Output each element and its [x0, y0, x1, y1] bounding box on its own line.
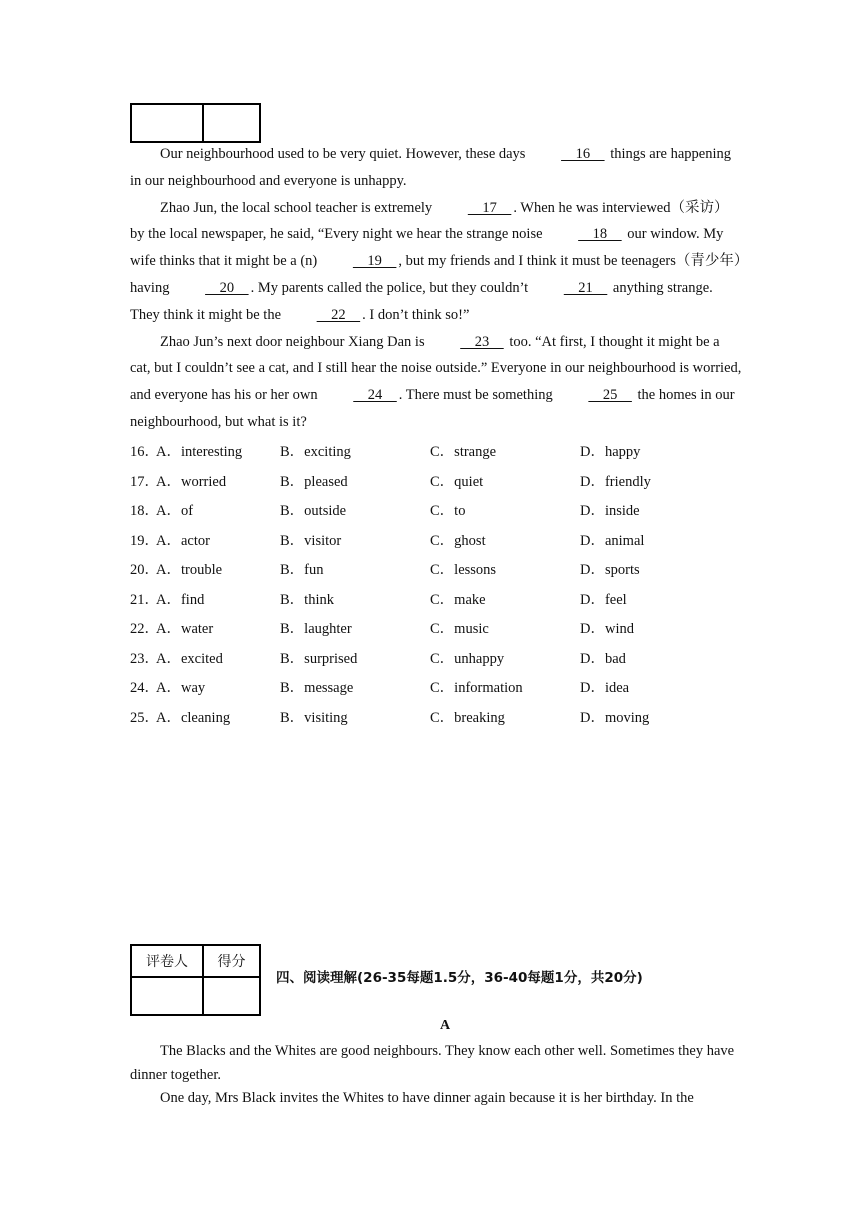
- option-d: D．happy: [580, 444, 641, 461]
- option-c: C．make: [430, 591, 486, 608]
- question-row: [130, 702, 651, 732]
- option-d: D．moving: [580, 709, 650, 726]
- option-a: A．actor: [156, 532, 210, 549]
- question-row: [130, 643, 651, 673]
- option-c: C．information: [430, 680, 523, 697]
- cloze-passage: [130, 141, 742, 436]
- blank-17: 17: [467, 199, 512, 216]
- option-b: B．visitor: [280, 532, 342, 549]
- question-row: [130, 554, 651, 584]
- option-d: D．feel: [580, 591, 627, 608]
- option-a: A．interesting: [156, 444, 243, 461]
- option-b: B．outside: [280, 503, 347, 520]
- reading-passage-a: [130, 1040, 742, 1111]
- option-c: C．quiet: [430, 473, 484, 490]
- option-d: D．animal: [580, 532, 645, 549]
- option-c: C．to: [430, 503, 466, 520]
- question-number: 21．: [130, 591, 159, 608]
- option-b: B．visiting: [280, 709, 348, 726]
- option-a: A．find: [156, 591, 205, 608]
- question-row: [130, 495, 651, 525]
- blank-20: 20: [205, 279, 249, 296]
- question-row: [130, 466, 651, 496]
- score-label: 得分: [203, 945, 260, 977]
- option-b: B．laughter: [280, 621, 352, 638]
- grader-label: 评卷人: [131, 945, 203, 977]
- score-box-top: [130, 103, 261, 143]
- option-b: B．pleased: [280, 473, 348, 490]
- question-number: 24．: [130, 680, 159, 697]
- section-heading: 四、阅读理解(26-35每题1.5分，36-40每题1分，共20分): [276, 970, 643, 986]
- question-number: 20．: [130, 562, 159, 579]
- blank-25: 25: [588, 387, 632, 404]
- option-d: D．friendly: [580, 473, 651, 490]
- blank-21: 21: [563, 279, 608, 296]
- blank-18: 18: [578, 226, 622, 243]
- option-b: B．surprised: [280, 650, 358, 667]
- option-d: D．sports: [580, 562, 640, 579]
- question-number: 18．: [130, 503, 159, 520]
- score-box-section4: [130, 944, 261, 1016]
- option-a: A．worried: [156, 473, 227, 490]
- question-number: 19．: [130, 532, 159, 549]
- question-row: [130, 672, 651, 702]
- cloze-paragraph: Our neighbourhood used to be very quiet. However, these days 16 things are happening in our neighbourhood and everyone is unhappy.: [130, 141, 742, 195]
- score-cell: [131, 104, 203, 142]
- option-c: C．breaking: [430, 709, 505, 726]
- option-c: C．music: [430, 621, 489, 638]
- option-c: C．unhappy: [430, 650, 505, 667]
- answer-options: [130, 436, 651, 731]
- option-b: B．think: [280, 591, 334, 608]
- question-row: [130, 613, 651, 643]
- question-row: [130, 525, 651, 555]
- option-a: A．of: [156, 503, 194, 520]
- reading-paragraph: One day, Mrs Black invites the Whites to have dinner again because it is her birthday. In the: [160, 1090, 694, 1106]
- blank-19: 19: [352, 253, 397, 270]
- option-c: C．ghost: [430, 532, 486, 549]
- option-a: A．way: [156, 680, 206, 697]
- option-b: B．message: [280, 680, 354, 697]
- option-b: B．fun: [280, 562, 324, 579]
- part-title: A: [439, 1018, 451, 1033]
- option-b: B．exciting: [280, 444, 351, 461]
- option-a: A．trouble: [156, 562, 223, 579]
- option-d: D．inside: [580, 503, 640, 520]
- blank-24: 24: [353, 387, 397, 404]
- score-cell: [203, 977, 260, 1015]
- question-number: 17．: [130, 473, 159, 490]
- blank-16: 16: [561, 146, 605, 162]
- question-number: 25．: [130, 709, 159, 726]
- reading-paragraph: The Blacks and the Whites are good neighbours. They know each other well. Sometimes they have dinner together.: [130, 1043, 735, 1083]
- option-c: C．strange: [430, 444, 497, 461]
- question-number: 16．: [130, 444, 159, 461]
- score-cell: [203, 104, 260, 142]
- option-d: D．bad: [580, 650, 626, 667]
- question-number: 23．: [130, 650, 159, 667]
- grader-cell: [131, 977, 203, 1015]
- cloze-paragraph: Zhao Jun, the local school teacher is extremely 17 . When he was interviewed（采访）by the local newspaper, he said, “Every night we hear the strange noise 18 our window. My wife thinks that it might be a (n) 19 , but my friends and I think it must be teenagers（青少年）having 20 . My parents called the police, but they couldn’t 21 anything strange. They think it might be the 22 . I don’t think so!”: [130, 195, 742, 329]
- option-a: A．excited: [156, 650, 223, 667]
- option-d: D．idea: [580, 680, 630, 697]
- blank-23: 23: [460, 333, 504, 350]
- option-a: A．cleaning: [156, 709, 231, 726]
- blank-22: 22: [316, 306, 361, 323]
- option-c: C．lessons: [430, 562, 497, 579]
- cloze-paragraph: Zhao Jun’s next door neighbour Xiang Dan is 23 too. “At first, I thought it might be a cat, but I couldn’t see a cat, and I still hear the noise outside.” Everyone in our neighbourhood is worried, and everyone has his or her own 24 . There must be something 25 the homes in our neighbourhood, but what is it?: [130, 329, 742, 436]
- option-d: D．wind: [580, 621, 634, 638]
- question-row: [130, 436, 651, 466]
- option-a: A．water: [156, 621, 214, 638]
- question-number: 22．: [130, 621, 159, 638]
- question-row: [130, 584, 651, 614]
